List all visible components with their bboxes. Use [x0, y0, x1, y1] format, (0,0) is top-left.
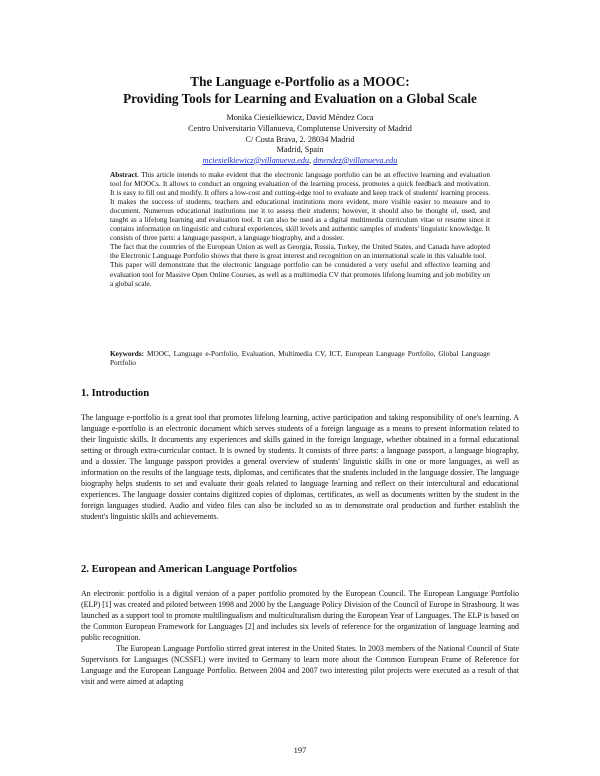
introduction-paragraph-1: The language e-portfolio is a great tool that promotes lifelong learning, active participation and taking responsibility of one's learning. A language e-portfolio is an electronic document which serves students of a foreign language as a means to present information related to their linguistic skills. It documents any experiences and skills gained in the foreign language, whether obtained in a formal educational setting or through extra-curricular contact. It is owned by students. It consists of three parts: a language passport, a language biography, and a dossier. The language passport provides a general overview of students' linguistic skills in one or more languages, as well as information on the results of the language tests, diplomas, and certificates that the students included in the language dossier. The language biography helps students to set and evaluate their goals related to language learning and reflect on their intercultural and educational experiences. The language dossier contains digitized copies of diplomas, certificates, as well as documents written by the student in the foreign languages studied. Audio and video files can also be included so as to demonstrate oral production and further establish the student's linguistic skills and achievements.: [81, 413, 519, 521]
email-link-2[interactable]: dmendez@villanueva.edu: [313, 155, 398, 165]
section-introduction-body: [81, 413, 519, 523]
keywords-text: MOOC, Language e-Portfolio, Evaluation, Multimedia CV, ICT, European Language Portfolio, Global Language Portfolio: [110, 349, 490, 368]
section-heading-introduction: 1. Introduction: [81, 388, 150, 399]
abstract-paragraph-3: This paper will demonstrate that the electronic language portfolio can be considered a very useful and effective learning and evaluation tool for Massive Open Online Courses, as well as a multimedia CV that promotes lifelong learning and job mobility on a global scale.: [110, 260, 490, 288]
author-street: C/ Costa Brava, 2. 28034 Madrid: [245, 134, 355, 144]
abstract-text-1: . This article intends to make evident that the electronic language portfolio can be an effective learning and evaluation tool for MOOCs. It allows to conduct an ongoing evaluation of the learning process, promotes a quick feedback and motivation. It is easy to fill out and modify. It offers a low-cost and cutting-edge tool to evaluate and keep track of students' learning process. It makes the success of students, teachers and educational institutions more evident, more visible easier to measure and to document. Numerous educational institutions use it to assess their students; however, it should also be thought of, used, and taught as a lifelong learning and evaluation tool. It can also be used as a digital multimedia curriculum vitae or resume since it contains information on linguistic and cultural experiences, skill levels and authentic samples of students' linguistic knowledge. It consists of three parts: a language passport, a language biography, and a dossier.: [110, 170, 490, 243]
keywords-label: Keywords:: [110, 349, 145, 358]
email-separator: ,: [309, 155, 314, 165]
abstract: [110, 170, 490, 288]
page-number: 197: [293, 745, 307, 755]
author-emails: [60, 156, 540, 167]
paper-title-line-2: Providing Tools for Learning and Evaluation on a Global Scale: [123, 91, 477, 106]
author-names: Monika Ciesielkiewicz, David Méndez Coca: [226, 113, 374, 122]
author-affiliation: Centro Universitario Villanueva, Complutense University of Madrid: [188, 124, 412, 133]
abstract-paragraph-1: [110, 170, 490, 242]
section-heading-portfolios: 2. European and American Language Portfolios: [81, 564, 297, 575]
author-city: Madrid, Spain: [276, 145, 324, 154]
portfolios-paragraph-1: An electronic portfolio is a digital version of a paper portfolio promoted by the European Council. The European Language Portfolio (ELP) [1] was created and piloted between 1998 and 2000 by the Language Policy Division of the Council of Europe in Strasbourg. It was launched as a support tool to promote multilingualism and multiculturalism during the European Year of Languages. The ELP is based on the Common European Framework for Languages [2] and includes six levels of reference for the organization of language learning and public recognition.: [81, 589, 519, 642]
paper-title-line-1: The Language e-Portfolio as a MOOC:: [190, 74, 410, 89]
email-link-1[interactable]: mciesielkiewicz@villanueva.edu: [202, 155, 310, 165]
abstract-label: Abstract: [110, 170, 138, 179]
keywords: [110, 349, 490, 367]
portfolios-paragraph-2: The European Language Portfolio stirred great interest in the United States. In 2003 members of the National Council of State Supervisors for Languages (NCSSFL) were invited to Germany to learn more about the Common European Frame of Reference for Language and the European Language Portfolio. Between 2004 and 2007 two interesting pilot projects were executed as a result of that visit and were aimed at adapting: [81, 643, 519, 686]
abstract-paragraph-2: The fact that the countries of the European Union as well as Georgia, Russia, Turkey, the United States, and Canada have adopted the Electronic Language Portfolio shows that there is great interest and recognition on an international scale in this valuable tool.: [110, 242, 490, 261]
section-portfolios-body: [81, 589, 519, 688]
